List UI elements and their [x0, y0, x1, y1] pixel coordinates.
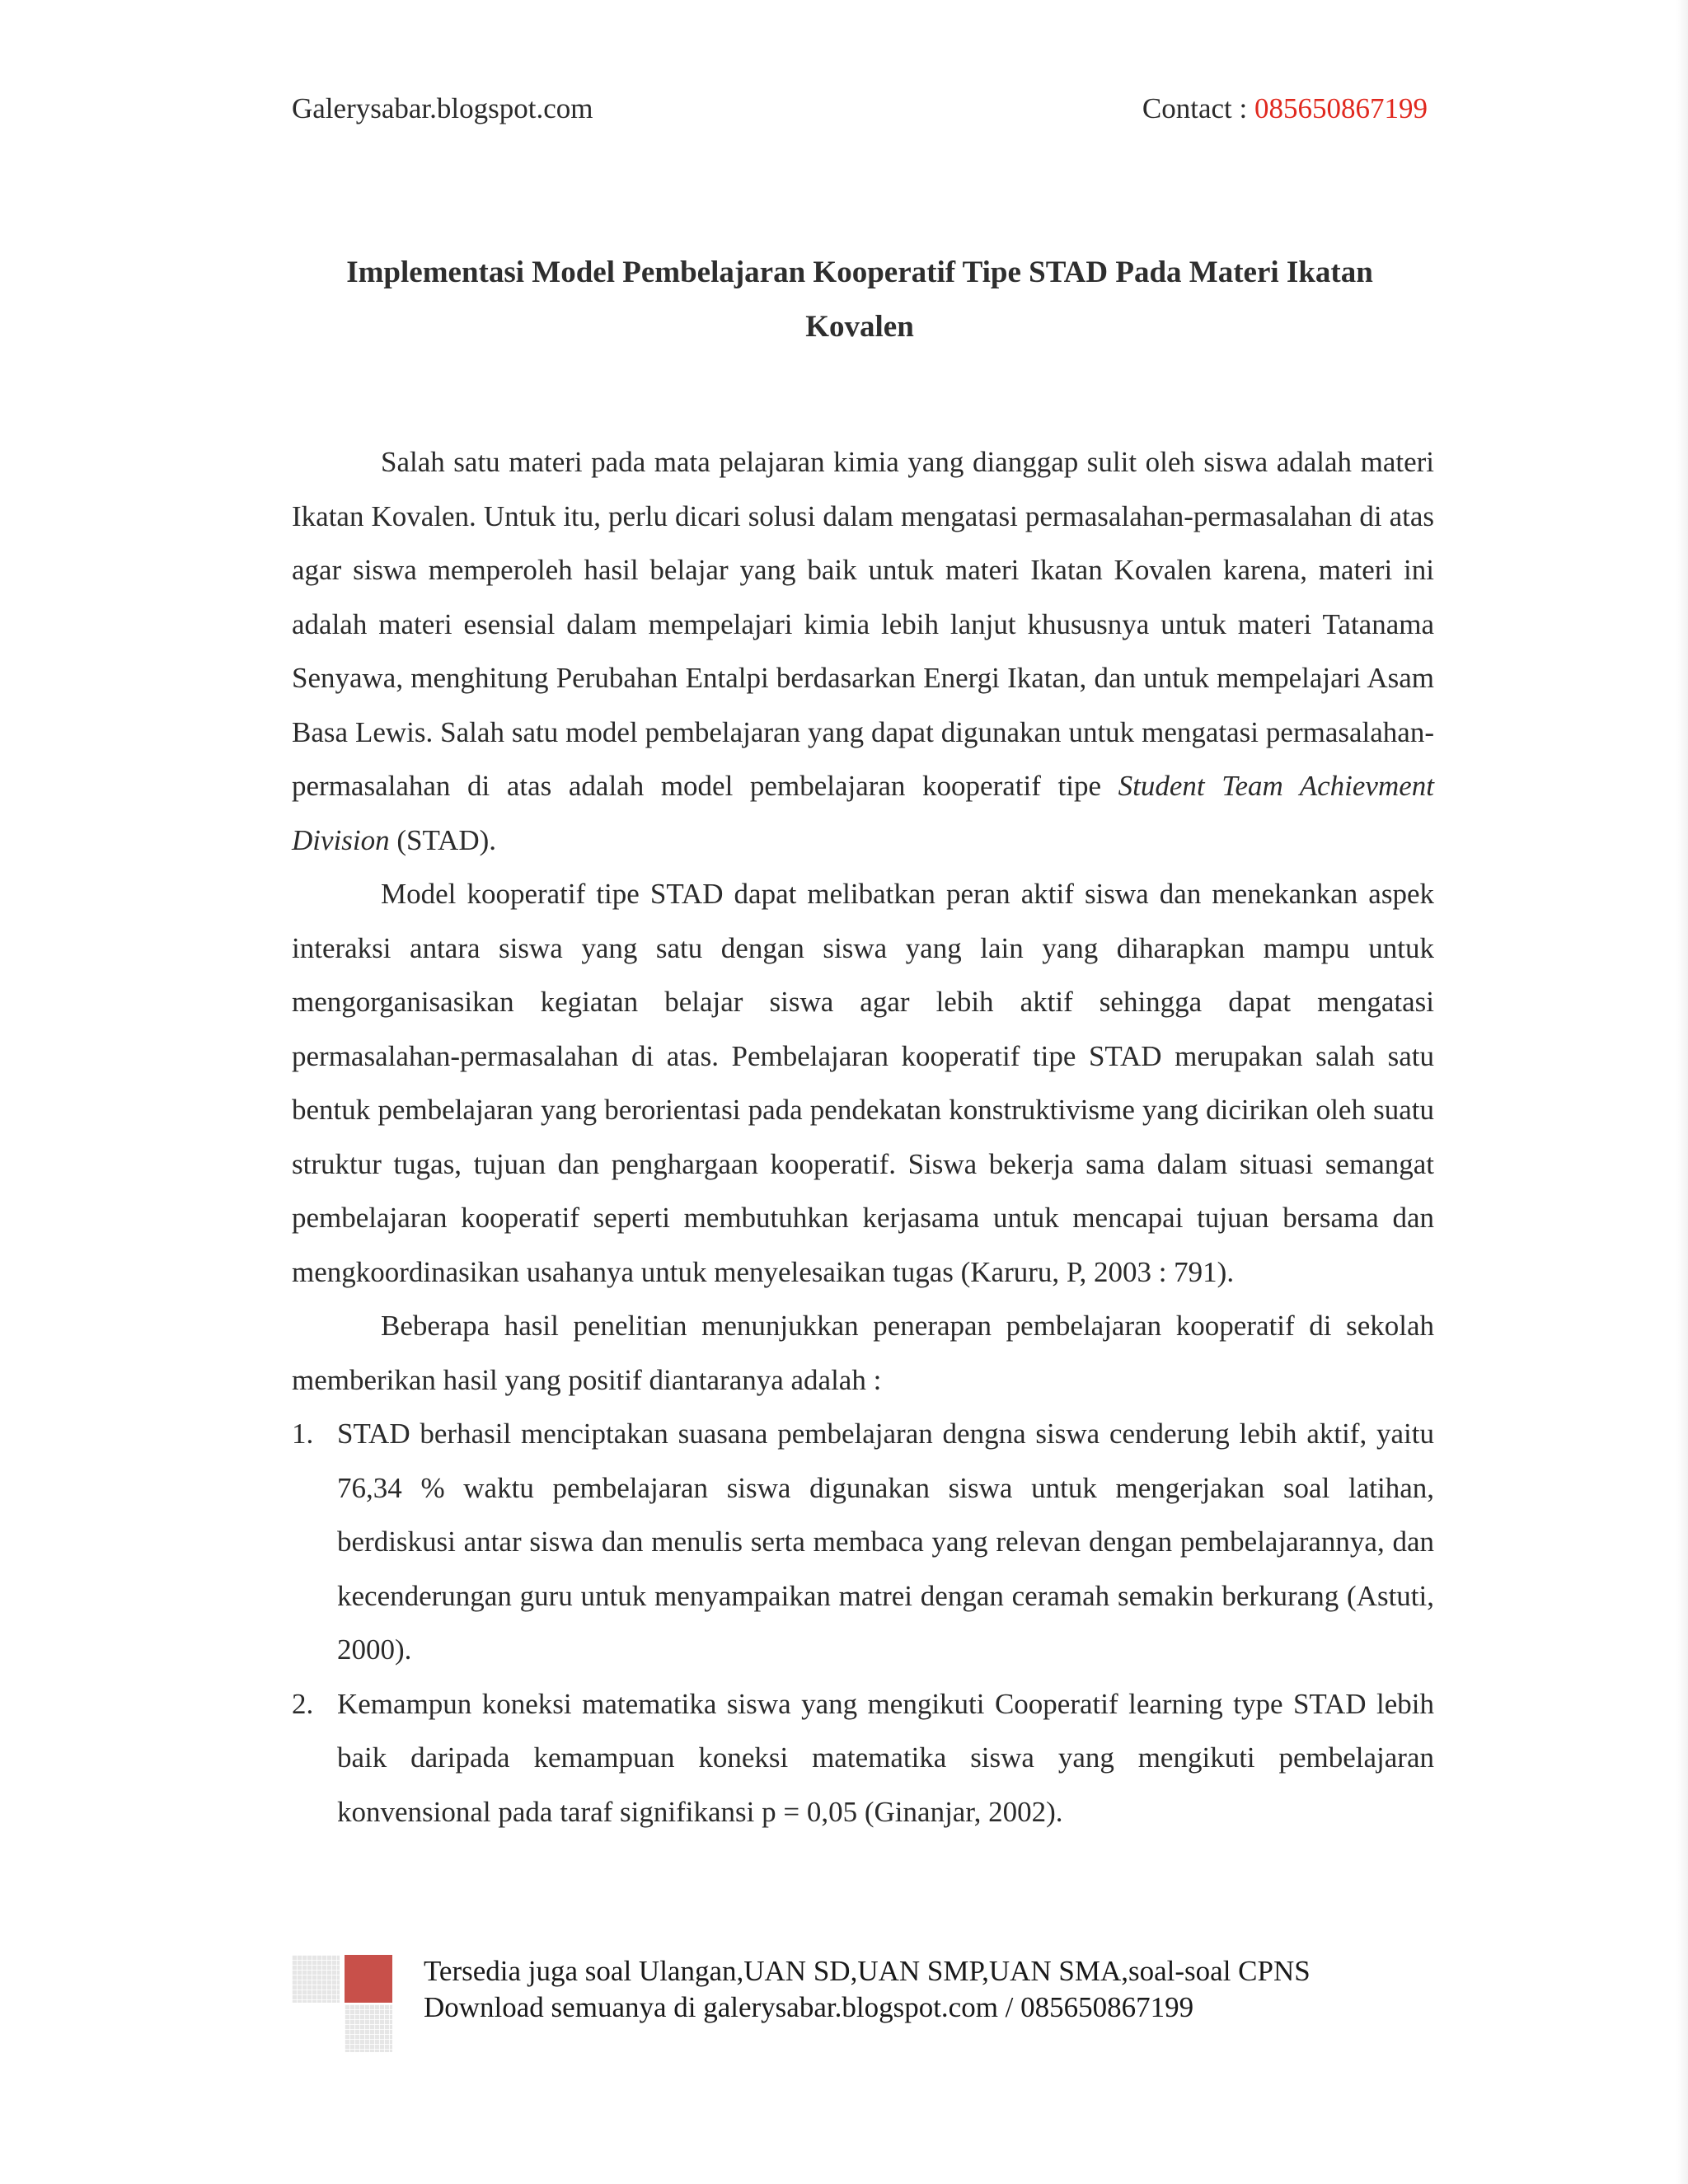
- results-list: [292, 1407, 1434, 1839]
- header-site-link[interactable]: Galerysabar.blogspot.com: [292, 92, 593, 124]
- list-item-text: Kemampun koneksi matematika siswa yang mengikuti Cooperatif learning type STAD lebih baik daripada kemampuan koneksi matematika siswa yang mengikuti pembelajaran konvensional pada taraf signifikansi p = 0,05 (Ginanjar, 2002).: [337, 1687, 1434, 1828]
- footer-line-2: Download semuanya di galerysabar.blogspot.com / 085650867199: [424, 1991, 1194, 2023]
- list-item-text: STAD berhasil menciptakan suasana pembelajaran dengna siswa cenderung lebih aktif, yaitu 76,34 % waktu pembelajaran siswa digunakan siswa untuk mengerjakan soal latihan, berdiskusi antar siswa dan menulis serta membaca yang relevan dengan pembelajarannya, dan kecenderungan guru untuk menyampaikan matrei dengan ceramah semakin berkurang (Astuti, 2000).: [337, 1418, 1434, 1666]
- paragraph-1-end: (STAD).: [389, 823, 497, 856]
- page-edge-shadow: [1676, 0, 1688, 2184]
- page-header: [292, 92, 1428, 134]
- list-item-number: 1.: [292, 1418, 314, 1450]
- paragraph-1: [292, 435, 1434, 867]
- logo-square-grey: [292, 1955, 340, 2003]
- header-contact: [1142, 92, 1428, 125]
- document-title: [292, 246, 1428, 354]
- title-line-1: Implementasi Model Pembelajaran Kooperatif Tipe STAD Pada Materi Ikatan: [346, 255, 1373, 289]
- footer-promo: [424, 1953, 1462, 2026]
- footer-line-1: Tersedia juga soal Ulangan,UAN SD,UAN SMP,UAN SMA,soal-soal CPNS: [424, 1955, 1311, 1987]
- logo-square-red: [345, 1955, 392, 2003]
- footer-logo-squares: [292, 1955, 396, 2052]
- paragraph-1-text: Salah satu materi pada mata pelajaran kimia yang dianggap sulit oleh siswa adalah materi Ikatan Kovalen. Untuk itu, perlu dicari solusi dalam mengatasi permasalahan-permasalahan di atas agar siswa memperoleh hasil belajar yang baik untuk materi Ikatan Kovalen karena, materi ini adalah materi esensial dalam mempelajari kimia lebih lanjut khususnya untuk materi Tatanama Senyawa, menghitung Perubahan Entalpi berdasarkan Energi Ikatan, dan untuk mempelajari Asam Basa Lewis. Salah satu model pembelajaran yang dapat digunakan untuk mengatasi permasalahan-permasalahan di atas adalah model pembelajaran kooperatif tipe: [292, 446, 1434, 802]
- contact-phone: 085650867199: [1254, 92, 1428, 124]
- paragraph-1-italic: Student Team Achievment Division: [292, 770, 1434, 856]
- paragraph-2: Model kooperatif tipe STAD dapat melibatkan peran aktif siswa dan menekankan aspek interaksi antara siswa yang satu dengan siswa yang lain yang diharapkan mampu untuk mengorganisasikan kegiatan belajar siswa agar lebih aktif sehingga dapat mengatasi permasalahan-permasalahan di atas. Pembelajaran kooperatif tipe STAD merupakan salah satu bentuk pembelajaran yang berorientasi pada pendekatan konstruktivisme yang dicirikan oleh suatu struktur tugas, tujuan dan penghargaan kooperatif. Siswa bekerja sama dalam situasi semangat pembelajaran kooperatif seperti membutuhkan kerjasama untuk mencapai tujuan bersama dan mengkoordinasikan usahanya untuk menyelesaikan tugas (Karuru, P, 2003 : 791).: [292, 878, 1434, 1288]
- title-line-2: Kovalen: [805, 310, 914, 344]
- paragraph-3: Beberapa hasil penelitian menunjukkan penerapan pembelajaran kooperatif di sekolah memberikan hasil yang positif diantaranya adalah :: [292, 1310, 1434, 1396]
- list-item-number: 2.: [292, 1687, 314, 1720]
- list-item: [292, 1407, 1434, 1677]
- document-body: [292, 435, 1434, 1839]
- contact-label: Contact :: [1142, 92, 1254, 124]
- list-item: [292, 1677, 1434, 1840]
- logo-square-grey: [345, 2004, 392, 2052]
